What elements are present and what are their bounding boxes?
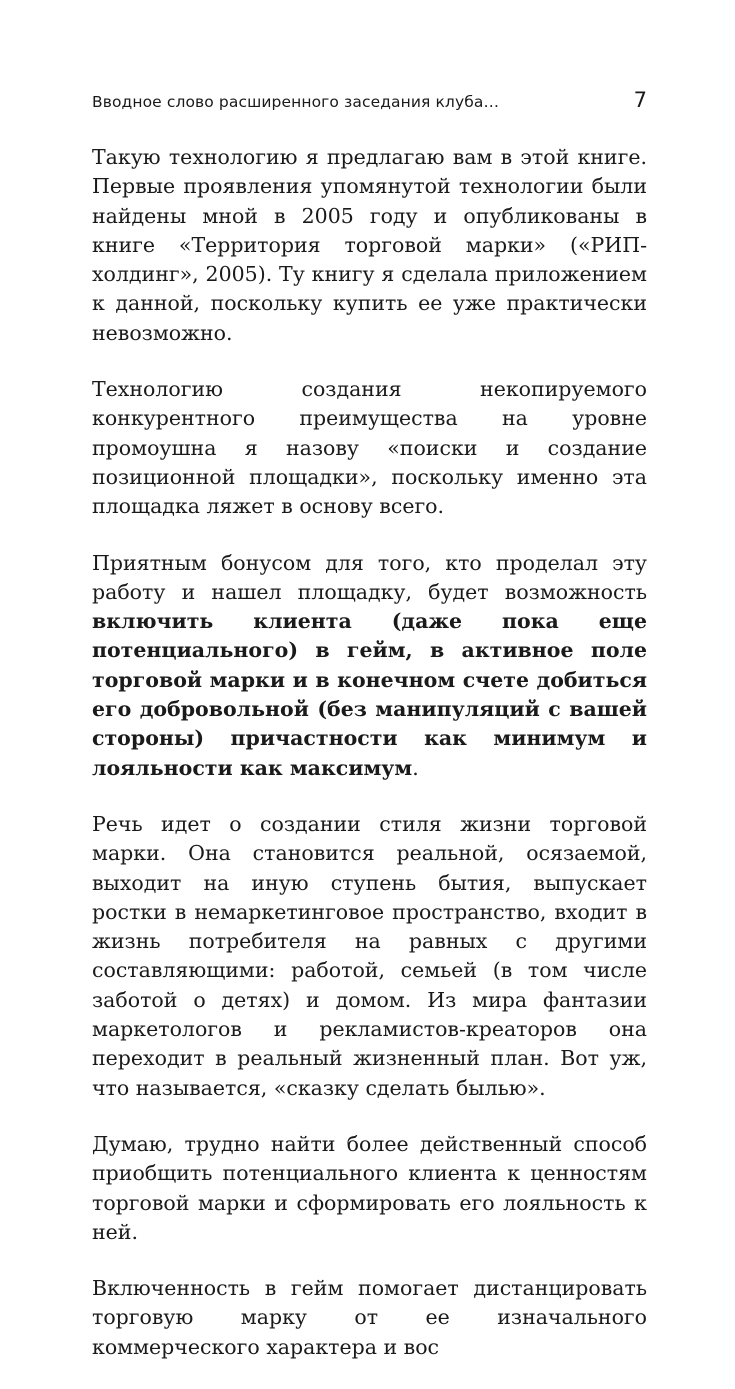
paragraph-3-end: . (412, 755, 419, 780)
running-header (92, 88, 647, 112)
paragraph-3-bold-emphasis: включить клиента (даже пока еще потенциального) в гейм, в активное поле торговой марки и в конечном счете добиться его добровольной (без манипуляций с вашей стороны) причастности как минимум и лояльности как максимум (92, 609, 647, 780)
page-number: 7 (633, 88, 647, 112)
paragraph-6: Включенность в гейм помогает дистанцировать торговую марку от ее изначального коммерческого характера и вос (92, 1276, 647, 1359)
body-text (92, 143, 647, 1389)
paragraph-3 (92, 549, 647, 783)
paragraph-1: Такую технологию я предлагаю вам в этой книге. Первые проявления упомянутой технологии были найдены мной в 2005 году и опубликованы в книге «Территория торговой марки» («РИП-холдинг», 2005). Ту книгу я сделала приложением к данной, поскольку купить ее уже практически невозможно. (92, 145, 647, 345)
running-title: Вводное слово расширенного заседания клуба… (92, 93, 500, 111)
paragraph-2: Технологию создания некопируемого конкурентного преимущества на уровне промоушна я назову «поиски и создание позиционной площадки», поскольку именно эта площадка ляжет в основу всего. (92, 377, 647, 519)
paragraph-3-lead: Приятным бонусом для того, кто проделал эту работу и нашел площадку, будет возможность (92, 550, 647, 604)
paragraph-5: Думаю, трудно найти более действенный способ приобщить потенциального клиента к ценностям торговой марки и сформировать его лояльность к ней. (92, 1131, 647, 1244)
paragraph-4: Речь идет о создании стиля жизни торговой марки. Она становится реальной, осязаемой, выходит на иную ступень бытия, выпускает ростки в немаркетинговое пространство, входит в жизнь потребителя на равных с другими составляющими: работой, семьей (в том числе заботой о детях) и домом. Из мира фантазии маркетологов и рекламистов-креаторов она переходит в реальный жизненный план. Вот уж, что называется, «сказку сделать былью». (92, 811, 647, 1100)
